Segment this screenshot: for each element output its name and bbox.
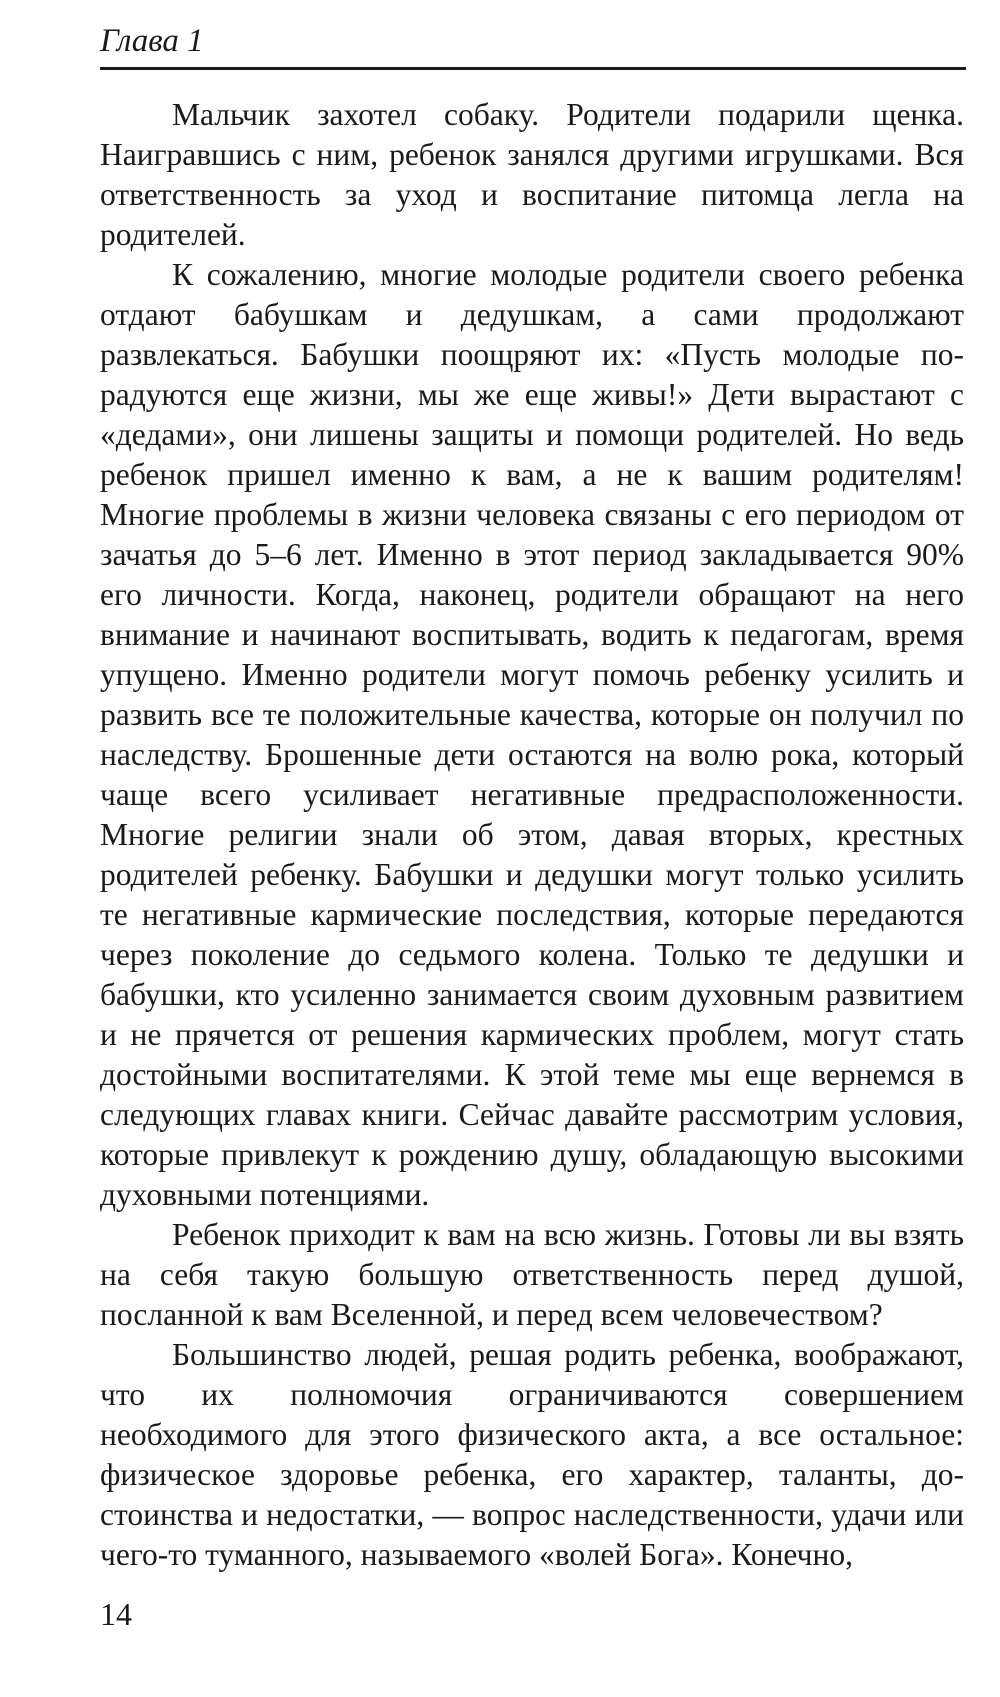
paragraph-4: Большинство людей, решая родить ребенка, воображают, что их полномочия ограничиваются совершением необходимого для этого физического акта, а все остальное: физическое здоровье ребенка, его характер, таланты, достоинства и недостатки, — вопрос наследственности, удачи или чего-то туманного, называемого «волей Бога». Конечно, — [100, 1337, 964, 1572]
body-text — [100, 95, 964, 1575]
page-number: 14 — [100, 1596, 132, 1632]
paragraph-2: К сожалению, многие молодые родители своего ребенка отдают бабушкам и дедушкам, а сами продолжают развлекаться. Бабушки поощряют их: «Пусть молодые порадуются еще жизни, мы же еще живы!» Дети вырастают с «дедами», они лишены защиты и помощи родителей. Но ведь ребенок пришел именно к вам, а не к вашим родителям! Многие проблемы в жизни человека связаны с его периодом от зачатья до 5–6 лет. Именно в этот период закладывается 90% его личности. Когда, наконец, родители обращают на него внимание и начинают воспитывать, водить к педагогам, время упущено. Именно родители могут помочь ребенку усилить и развить все те положительные качества, которые он получил по наследству. Брошенные дети остаются на волю рока, который чаще всего усиливает негативные предрасположенности. Многие религии знали об этом, давая вторых, крестных родителей ребенку. Бабушки и дедушки могут только усилить те негативные кармические последствия, которые передаются через поколение до седьмого колена. Только те дедушки и бабушки, кто усиленно занимается своим духовным развитием и не прячется от решения кармических проблем, могут стать достойными воспитателями. К этой теме мы еще вернемся в следующих главах книги. Сейчас давайте рассмотрим условия, которые привлекут к рождению душу, обладающую высокими духовными потенциями. — [100, 257, 964, 1212]
paragraph-1: Мальчик захотел собаку. Родители подарили щенка. Наигравшись с ним, ребенок занялся другими игрушками. Вся ответственность за уход и воспитание питомца легла на родителей. — [100, 97, 964, 252]
running-head-chapter-title: Глава 1 — [100, 23, 204, 59]
paragraph-3: Ребенок приходит к вам на всю жизнь. Готовы ли вы взять на себя такую большую ответственность перед душой, посланной к вам Вселенной, и перед всем человечеством? — [100, 1217, 964, 1332]
header-rule — [100, 67, 966, 70]
